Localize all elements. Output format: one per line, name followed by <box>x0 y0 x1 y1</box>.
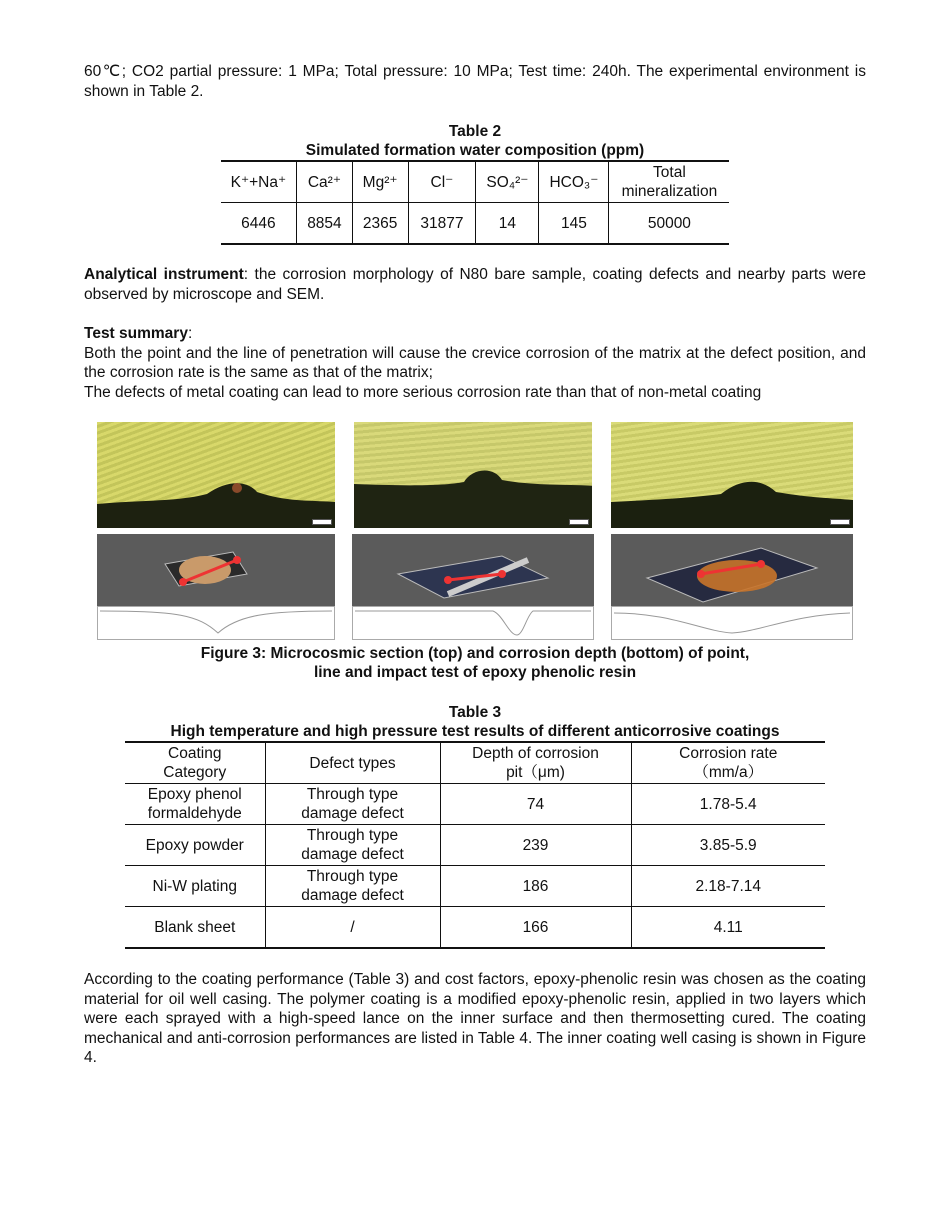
table3-cell: Through type damage defect <box>265 866 440 907</box>
table3-cell: 74 <box>440 784 631 825</box>
table2-header-cell: Total mineralization <box>609 161 730 203</box>
table3-cell: Ni-W plating <box>125 866 265 907</box>
summary-colon: : <box>187 325 193 342</box>
figure3-caption-line-1: Figure 3: Microcosmic section (top) and corrosion depth (bottom) of point, <box>200 645 750 662</box>
table3-cell: 239 <box>440 825 631 866</box>
table3-cell: 4.11 <box>631 907 825 949</box>
figure3-micro-row <box>97 422 853 528</box>
table2-header-cell: Cl⁻ <box>408 161 476 203</box>
table3-header-cell: Coating Category <box>125 742 265 784</box>
table3 <box>125 741 825 949</box>
corrosion-depth-line-image <box>352 534 594 640</box>
table2-value-cell: 2365 <box>352 203 408 245</box>
table3-cell: Blank sheet <box>125 907 265 949</box>
summary-heading <box>84 324 866 344</box>
analytical-label: Analytical instrument <box>84 266 244 283</box>
scale-bar <box>569 519 589 525</box>
table2-value-cell: 6446 <box>221 203 297 245</box>
table2-value-cell: 8854 <box>297 203 352 245</box>
table3-header-cell: Corrosion rate（mm/a） <box>631 742 825 784</box>
table3-header-cell: Defect types <box>265 742 440 784</box>
table-row <box>125 907 825 949</box>
closing-paragraph: According to the coating performance (Table 3) and cost factors, epoxy-phenolic resin was chosen as the coating material for oil well casing. The polymer coating is a modified epoxy-phenolic resin, applied in two layers which were each sprayed with a high-speed lance on the inner surface and then thermosetting cured. The coating mechanical and anti-corrosion performances are listed in Table 4. The inner coating well casing is shown in Figure 4. <box>84 971 866 1066</box>
table-row <box>125 866 825 907</box>
table3-cell: / <box>265 907 440 949</box>
table3-header-row <box>125 742 825 784</box>
table3-label: Table 3 <box>448 704 502 721</box>
intro-paragraph: 60℃; CO2 partial pressure: 1 MPa; Total pressure: 10 MPa; Test time: 240h. The experimental environment is shown in Table 2. <box>84 63 866 100</box>
corrosion-depth-point-image <box>97 534 335 640</box>
table2-value-cell: 50000 <box>609 203 730 245</box>
figure3-caption-line-2: line and impact test of epoxy phenolic resin <box>313 664 637 681</box>
table3-cell: Through type damage defect <box>265 784 440 825</box>
table2-header-cell: SO₄²⁻ <box>476 161 539 203</box>
scale-bar <box>312 519 332 525</box>
table2-value-cell: 31877 <box>408 203 476 245</box>
summary-line-1: Both the point and the line of penetration will cause the crevice corrosion of the matrix at the defect position, and the corrosion rate is the same as that of the matrix; <box>84 344 866 381</box>
table2-header-cell: Ca²⁺ <box>297 161 352 203</box>
table2-title: Simulated formation water composition (ppm) <box>305 142 645 159</box>
table3-title: High temperature and high pressure test results of different anticorrosive coatings <box>170 723 780 740</box>
table3-cell: Epoxy powder <box>125 825 265 866</box>
micro-section-line-image <box>354 422 592 528</box>
analytical-paragraph <box>84 265 866 304</box>
table3-cell: 3.85-5.9 <box>631 825 825 866</box>
depth-profile-plot <box>97 606 335 640</box>
depth-profile-plot <box>611 606 853 640</box>
depth-profile-plot <box>352 606 594 640</box>
summary-label: Test summary <box>84 325 188 342</box>
table2-value-row <box>221 203 730 245</box>
corrosion-depth-impact-image <box>611 534 853 640</box>
micro-section-point-image <box>97 422 335 528</box>
document-page <box>84 62 866 1068</box>
table-row <box>125 784 825 825</box>
table2 <box>221 160 730 245</box>
table2-header-cell: Mg²⁺ <box>352 161 408 203</box>
table3-cell: Through type damage defect <box>265 825 440 866</box>
table3-header-cell: Depth of corrosion pit（μm) <box>440 742 631 784</box>
table3-cell: 186 <box>440 866 631 907</box>
table2-value-cell: 145 <box>539 203 609 245</box>
table3-cell: 1.78-5.4 <box>631 784 825 825</box>
table3-cell: 166 <box>440 907 631 949</box>
table2-label: Table 2 <box>448 123 502 140</box>
scale-bar <box>830 519 850 525</box>
table3-cell: 2.18-7.14 <box>631 866 825 907</box>
table-row <box>125 825 825 866</box>
table3-cell: Epoxy phenol formaldehyde <box>125 784 265 825</box>
summary-line-2: The defects of metal coating can lead to more serious corrosion rate than that of non-metal coating <box>84 383 762 401</box>
micro-section-impact-image <box>611 422 853 528</box>
analytical-text: : the corrosion morphology of N80 bare sample, coating defects and nearby parts were observed by microscope and SEM. <box>84 266 867 303</box>
table2-value-cell: 14 <box>476 203 539 245</box>
table2-header-row <box>221 161 730 203</box>
figure3-depth-row <box>97 534 853 640</box>
table2-header-cell: HCO₃⁻ <box>539 161 609 203</box>
table2-header-cell: K⁺+Na⁺ <box>221 161 297 203</box>
